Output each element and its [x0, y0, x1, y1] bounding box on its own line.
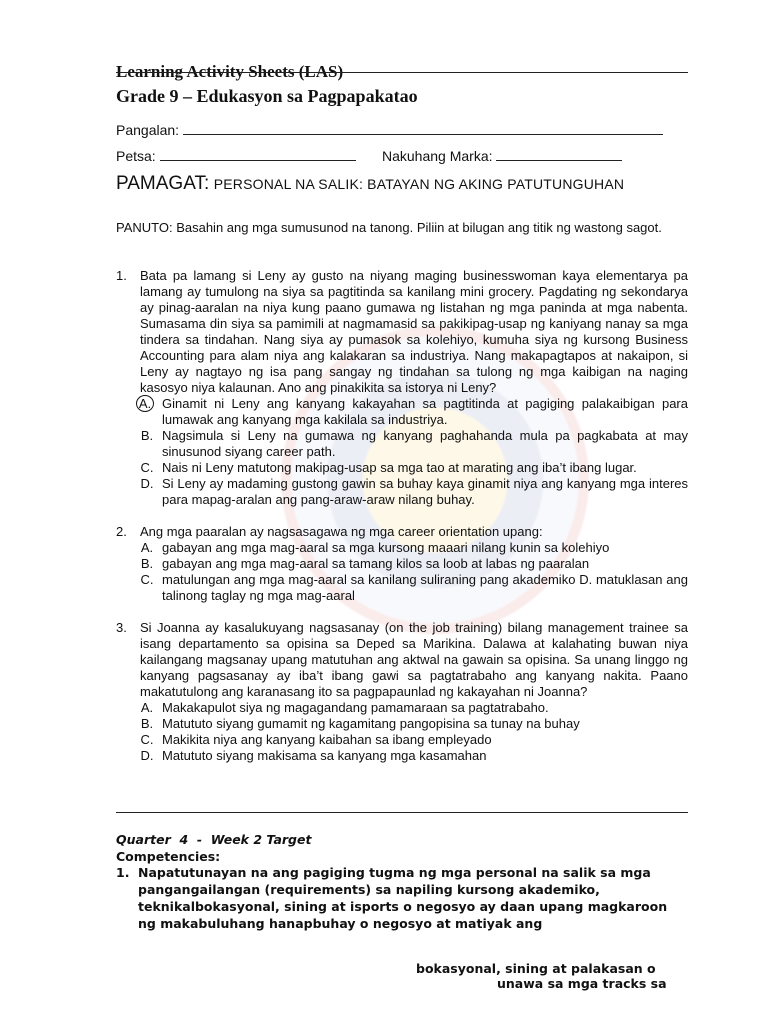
- option-a-selected[interactable]: [140, 396, 688, 428]
- competency-text: Napatutunayan na ang pagiging tugma ng mga personal na salik sa mga pangangailangan (requirements) sa napiling kursong akademiko, teknikalbokasyonal, sining at isports o negosyo ay daan upang magkaroon ng makabuluhang hanapbuhay o negosyo at matiyak ang: [138, 865, 668, 931]
- overlapping-text-fragment-2: unawa sa mga tracks sa: [497, 976, 667, 991]
- option-text: gabayan ang mga mag-aaral sa tamang kilos sa loob at labas ng paaralan: [162, 556, 590, 571]
- grade-subject-title: Grade 9 – Edukasyon sa Pagpapakatao: [116, 86, 418, 106]
- pangalan-label: Pangalan:: [116, 122, 180, 138]
- question-spacer: [116, 508, 688, 524]
- option-a[interactable]: [140, 700, 688, 716]
- pamagat-value: PERSONAL NA SALIK: BATAYAN NG AKING PATUTUNGUHAN: [213, 176, 625, 192]
- question-text: Ang mga paaralan ay nagsasagawa ng mga career orientation upang:: [140, 524, 543, 539]
- option-text: matulungan ang mga mag-aaral sa kanilang suliraning pang akademiko D. matuklasan ang talinong taglay ng mga mag-aaral: [162, 572, 688, 603]
- question-3: [116, 620, 688, 764]
- quarter-target-heading: [116, 831, 311, 865]
- option-c[interactable]: [140, 460, 688, 476]
- panuto-instructions: PANUTO: Basahin ang mga sumusunod na tanong. Piliin at bilugan ang titik ng wastong sagot.: [116, 220, 662, 235]
- option-letter: A.: [140, 540, 154, 555]
- option-text: Makakapulot siya ng magagandang pamamaraan sa pagtatrabaho.: [162, 700, 549, 715]
- option-text: Matututo siyang gumamit ng kagamitang pangopisina sa tunay na buhay: [162, 716, 580, 731]
- marka-blank[interactable]: [496, 146, 622, 161]
- marka-label: Nakuhang Marka:: [382, 148, 493, 164]
- competency-item: [116, 864, 688, 932]
- header-rule: [116, 72, 688, 73]
- option-a[interactable]: [140, 540, 688, 556]
- option-letter: D.: [140, 748, 154, 763]
- quarter-week-target: Quarter 4 - Week 2 Target: [116, 832, 312, 847]
- option-letter: C.: [140, 732, 154, 747]
- option-text: Matututo siyang makisama sa kanyang mga kasamahan: [162, 748, 487, 763]
- petsa-blank[interactable]: [160, 146, 356, 161]
- option-text: Makikita niya ang kanyang kaibahan sa ibang empleyado: [162, 732, 492, 747]
- marka-field: [382, 146, 622, 164]
- option-list: [140, 700, 688, 764]
- option-b[interactable]: [140, 428, 688, 460]
- question-number: 1.: [116, 268, 127, 283]
- option-letter: B.: [140, 556, 154, 571]
- petsa-label: Petsa:: [116, 148, 156, 164]
- option-c[interactable]: [140, 572, 688, 604]
- pangalan-blank[interactable]: [183, 120, 663, 135]
- competency-number: 1.: [116, 865, 130, 880]
- option-text: Si Leny ay madaming gustong gawin sa buhay kaya ginamit niya ang kanyang mga interes para mapag-aralan ang pang-araw-araw nilang buhay.: [162, 476, 688, 507]
- option-text: Nagsimula si Leny na gumawa ng kanyang paghahanda mula pa pagkabata at may sinusunod siyang career path.: [162, 428, 688, 459]
- question-list: [116, 268, 688, 764]
- option-letter: D.: [140, 476, 154, 491]
- question-text: Si Joanna ay kasalukuyang nagsasanay (on the job training) bilang management trainee sa isang departamento sa opisina sa Deped sa Marikina. Dalawa at kalahating buwan niya kailangang magsanay upang matutuhan ang aktwal na gawain sa opisina. Sa unang linggo ng kanyang pagsasanay ay iba’t ibang gawi sa pagtatrabaho ang kanyang nakita. Paano makatutulong ang karanasang ito sa pagpapaunlad ng kakayahan ni Joanna?: [140, 620, 688, 699]
- circled-answer-mark: A.: [136, 395, 154, 412]
- question-2: [116, 524, 688, 604]
- las-title: Learning Activity Sheets (LAS): [116, 62, 344, 81]
- option-letter: C.: [140, 572, 154, 587]
- section-divider: [116, 812, 688, 813]
- option-d[interactable]: [140, 748, 688, 764]
- petsa-field: [116, 146, 356, 164]
- option-letter: C.: [140, 460, 154, 475]
- question-spacer: [116, 604, 688, 620]
- option-letter: B.: [140, 716, 154, 731]
- option-text: Ginamit ni Leny ang kanyang kakayahan sa pagtitinda at pagiging palakaibigan para lumawak ang kanyang mga kakilala sa industriya.: [162, 396, 688, 427]
- question-number: 3.: [116, 620, 127, 635]
- question-number: 2.: [116, 524, 127, 539]
- option-c[interactable]: [140, 732, 688, 748]
- option-text: gabayan ang mga mag-aaral sa mga kursong maaari nilang kunin sa kolehiyo: [162, 540, 610, 555]
- competencies-label: Competencies:: [116, 849, 221, 864]
- option-d[interactable]: [140, 476, 688, 508]
- question-1: [116, 268, 688, 508]
- pangalan-field: [116, 120, 663, 138]
- option-letter: B.: [140, 428, 154, 443]
- option-list: [140, 540, 688, 604]
- option-list: [140, 396, 688, 508]
- option-b[interactable]: [140, 716, 688, 732]
- pamagat-line: [116, 173, 624, 195]
- competency-list: [116, 864, 688, 932]
- option-b[interactable]: [140, 556, 688, 572]
- option-text: Nais ni Leny matutong makipag-usap sa mga tao at marating ang iba’t ibang lugar.: [162, 460, 637, 475]
- question-text: Bata pa lamang si Leny ay gusto na niyang maging businesswoman kaya elementarya pa lamang ay tumulong na siya sa pagtitinda sa kanilang mini grocery. Pagdating ng sekondarya ay pinag-aaralan na niya kung paano gumawa ng listahan ng mga paninda at mga nabenta. Sumasama din siya sa pamimili at nagmamasid sa pakikipag-usap ng kaniyang nanay sa mga tindera sa tindahan. Nang siya ay pumasok sa kolehiyo, kumuha siya ng kursong Business Accounting para alam niya ang kalakaran sa industriya. Nang makapagtapos at nakaipon, si Leny ay nagtayo ng isa pang sangay ng tindahan sa tulong ng mga kaibigan na naging kasosyo niya kalaunan. Ano ang pinakikita sa istorya ni Leny?: [140, 268, 688, 395]
- pamagat-label: PAMAGAT:: [116, 173, 210, 194]
- overlapping-text-fragment-1: bokasyonal, sining at palakasan o: [416, 961, 656, 976]
- option-letter: A.: [140, 700, 154, 715]
